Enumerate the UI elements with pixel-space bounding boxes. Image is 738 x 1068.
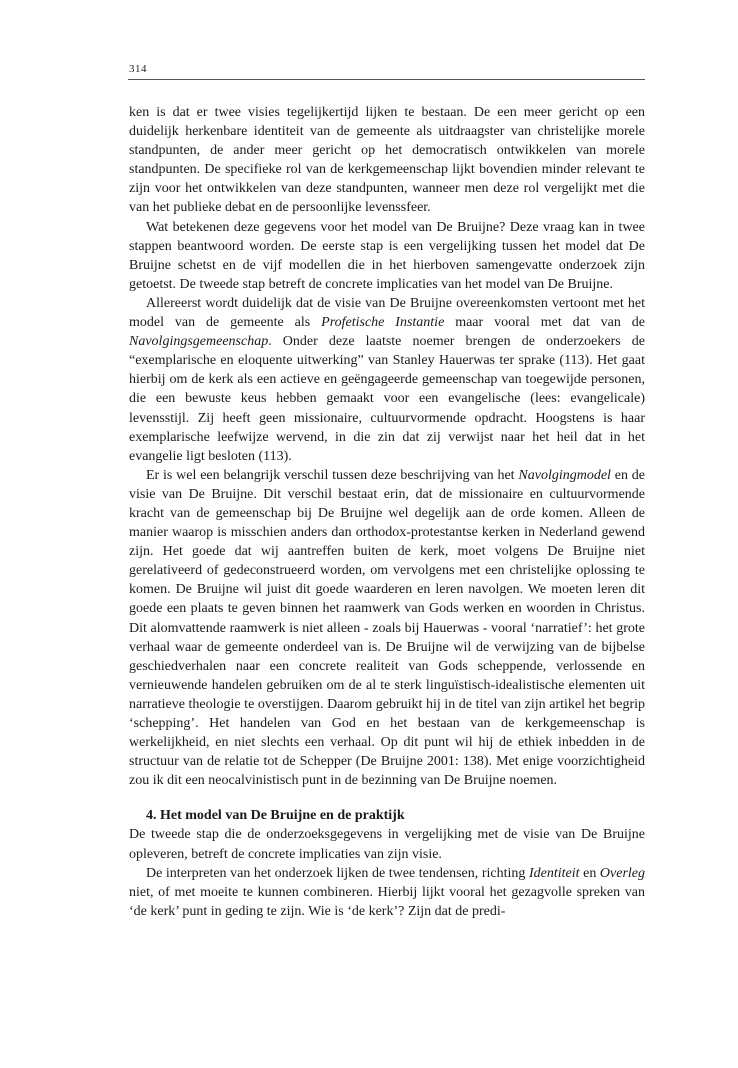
header-rule <box>128 79 645 80</box>
body-text <box>129 103 645 921</box>
section-heading: 4. Het model van De Bruijne en de praktijk <box>146 808 405 824</box>
term-identiteit: Identiteit <box>528 865 580 881</box>
paragraph-6 <box>129 864 645 921</box>
paragraph-3-text-a: Allereerst wordt duidelijk dat de visie van De Bruijne overeenkomsten vertoont met het model van de gemeente als <box>129 295 645 331</box>
term-overleg: Overleg <box>599 865 645 881</box>
paragraph-6-text-b: en <box>579 865 600 881</box>
paragraph-2: Wat betekenen deze gegevens voor het model van De Bruijne? Deze vraag kan in twee stappen beantwoord worden. De eerste stap is een vergelijking tussen het model dat De Bruijne schetst en de vijf modellen die in het hierboven samengevatte onderzoek zijn getoetst. De tweede stap betreft de concrete implicaties van het model van De Bruijne. <box>129 219 645 292</box>
paragraph-5: De tweede stap die de onderzoeksgegevens in vergelijking met de visie van De Bruijne opleveren, betreft de concrete implicaties van zijn visie. <box>129 827 645 862</box>
page-number: 314 <box>129 63 147 75</box>
term-profetische-instantie: Profetische Instantie <box>321 315 445 331</box>
paragraph-4-text-b: en de visie van De Bruijne. Dit verschil bestaat erin, dat de missionaire en cultuurvormende kracht van de gemeenschap bij De Bruijne wel degelijk aan de orde komen. Alleen de manier waarop is misschien anders dan orthodox-protestantse kerken in Nederland gewend zijn. Het goede dat wij aantreffen buiten de kerk, moet volgens De Bruijne niet gerelativeerd of gedeconstrueerd worden, om vervolgens met een christelijke oplossing te komen. De Bruijne wil juist dit goede waarderen en leren navolgen. We moeten leren dit goede een plaats te geven binnen het raamwerk van Gods werken en woorden in Christus. Dit alomvattende raamwerk is niet alleen - zoals bij Hauerwas - vooral ‘narratief’: het grote verhaal waar de gemeente onderdeel van is. De Bruijne wil de verwijzing van de bijbelse geschiedverhalen naar een concrete realiteit van Gods scheppende, verlossende en vernieuwende handelen gebruiken om de al te sterk linguïstisch-idealistische elementen uit narratieve theologie te overstijgen. Daarom gebruikt hij in de titel van zijn artikel het begrip ‘schepping’. Het handelen van God en het bestaan van de kerkgemeenschap is werkelijkheid, en niet slechts een verhaal. Op dit punt wil hij de ethiek inbedden in de structuur van de relatie tot de Schepper (De Bruijne 2001: 138). Met enige voorzichtigheid zou ik dit een neocalvinistisch punt in de bezinning van De Bruijne noemen. <box>129 467 645 789</box>
paragraph-6-text-a: De interpreten van het onderzoek lijken de twee tendensen, richting <box>146 865 529 881</box>
paragraph-3-text-b: maar vooral met dat van de <box>444 315 645 331</box>
paragraph-4-text-a: Er is wel een belangrijk verschil tussen deze beschrijving van het <box>146 467 519 483</box>
paragraph-6-text-c: niet, of met moeite te kunnen combineren. Hierbij lijkt vooral het gezagvolle spreken van ‘de kerk’ punt in geding te zijn. Wie is ‘de kerk’? Zijn dat de predi- <box>129 884 645 919</box>
term-navolgingsgemeenschap: Navolgingsgemeenschap <box>129 334 269 350</box>
term-navolgingmodel: Navolgingmodel <box>518 467 611 483</box>
paragraph-3 <box>129 294 645 466</box>
paragraph-3-text-c: . Onder deze laatste noemer brengen de onderzoekers de “exemplarische en eloquente uitwerking” van Stanley Hauerwas ter sprake (113). Het gaat hierbij om de kerk als een actieve en geëngageerde gemeenschap van toegewijde personen, die een bewuste keus hebben gemaakt voor een evangelische (lees: evangelicale) levensstijl. Zij heeft geen missionaire, cultuurvormende opdracht. Hoogstens is haar exemplarische leefwijze wervend, in die zin dat zij verwijst naar het heil dat in het evangelie ligt besloten (113). <box>129 334 645 464</box>
paragraph-1: ken is dat er twee visies tegelijkertijd lijken te bestaan. De een meer gericht op een duidelijk herkenbare identiteit van de gemeente als uitdraagster van christelijke morele standpunten, de ander meer gericht op het democratisch ontwikkelen van morele standpunten. De specifieke rol van de kerkgemeenschap lijkt bovendien minder relevant te zijn voor het ontwikkelen van deze standpunten, wanneer men deze rol vergelijkt met die van het publieke debat en de persoonlijke levenssfeer. <box>129 105 645 216</box>
paragraph-4 <box>129 466 645 791</box>
